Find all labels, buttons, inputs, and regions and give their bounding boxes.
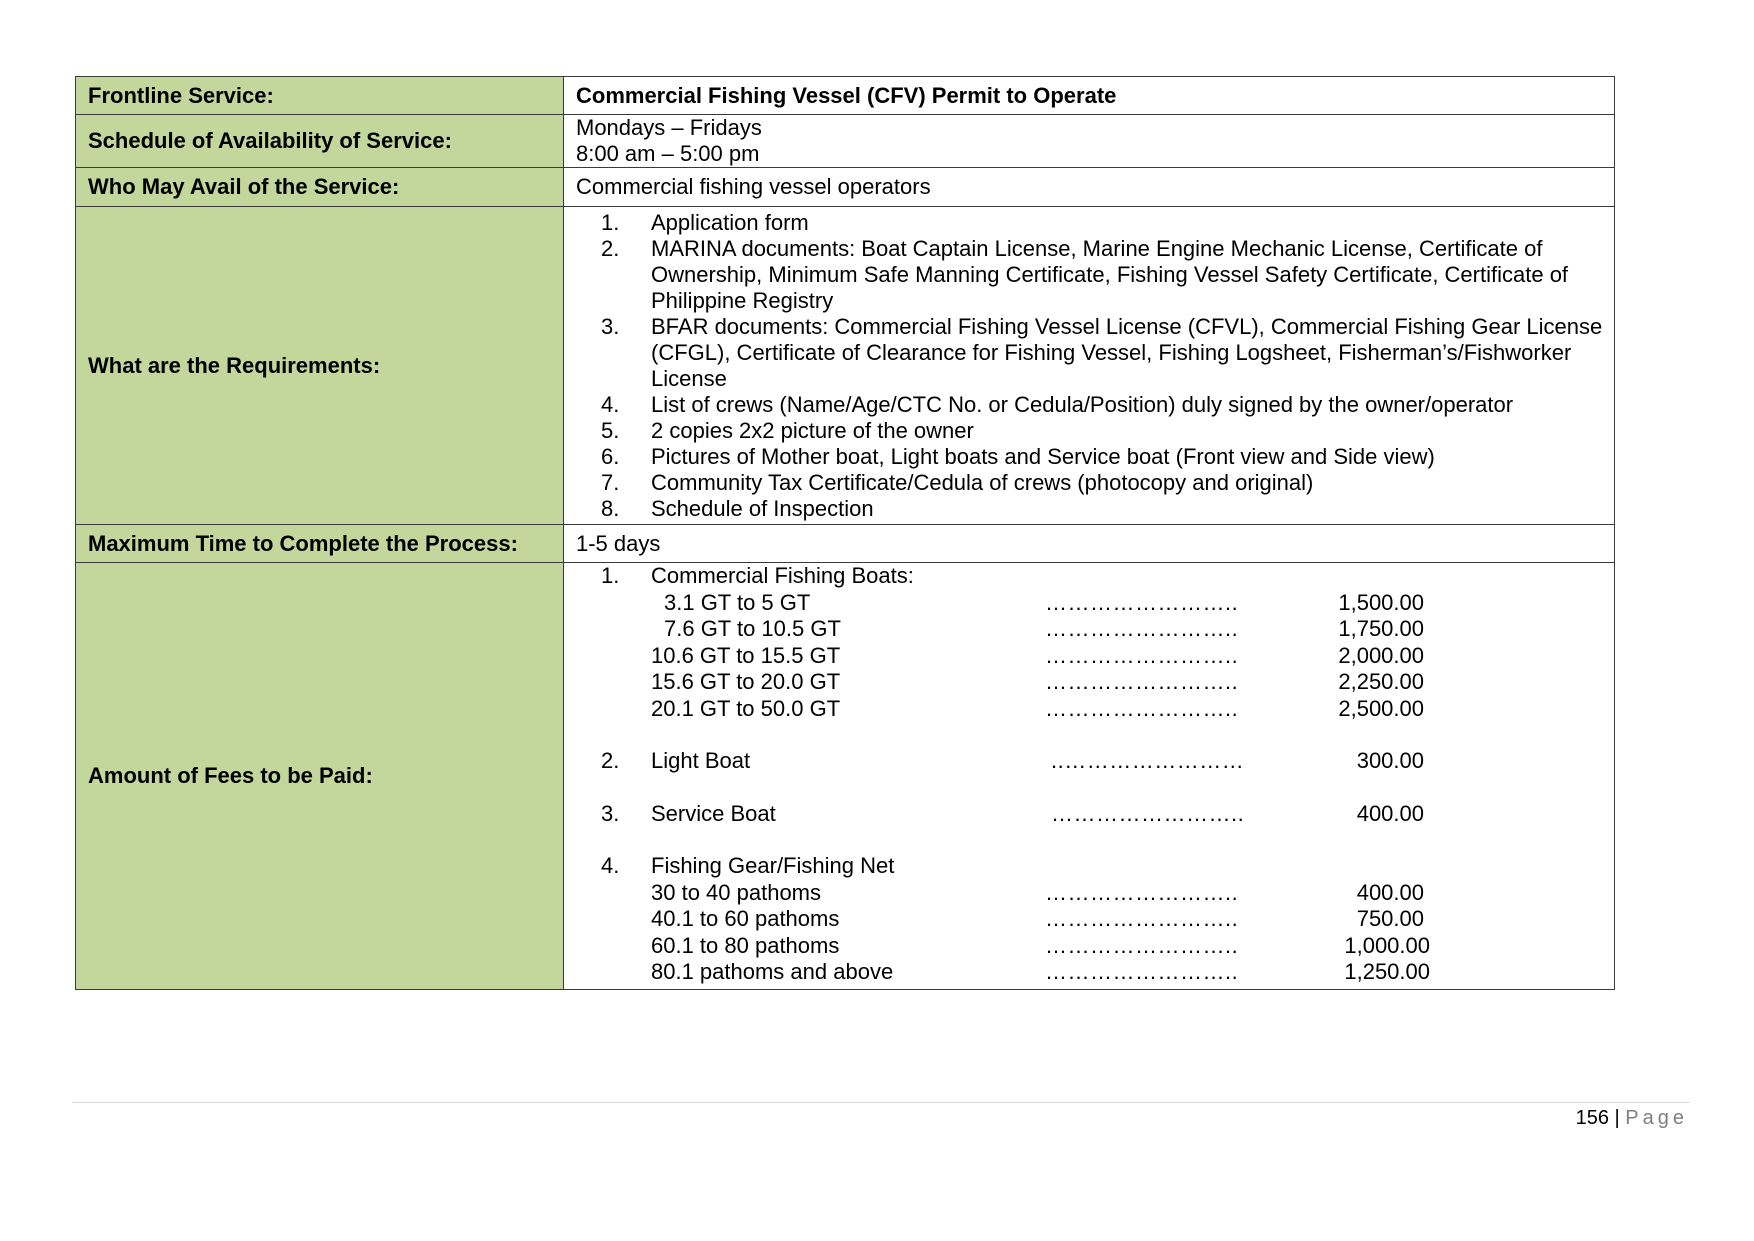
max-time-value: 1-5 days <box>564 525 1615 563</box>
fee-amount: 1,250.00 <box>1344 959 1430 984</box>
fee-group-heading <box>564 853 1614 880</box>
requirement-number: 2. <box>601 235 620 261</box>
fee-item <box>564 669 1614 696</box>
fee-group-heading <box>564 563 1614 590</box>
requirement-text: BFAR documents: Commercial Fishing Vessel License (CFVL), Commercial Fishing Gear License (CFGL), Certificate of Clearance for Fishing Vessel, Fishing Logsheet, Fisherman’s/Fishworker License <box>651 313 1603 391</box>
fees-value <box>564 563 1615 990</box>
spacer <box>564 722 1614 748</box>
fee-item <box>564 748 1614 775</box>
fee-title: Fishing Gear/Fishing Net <box>651 853 895 878</box>
fee-title: Service Boat <box>651 800 776 826</box>
fee-description: 60.1 to 80 pathoms <box>651 932 840 958</box>
requirement-item <box>564 210 1614 236</box>
fee-leader-dots: …………………….. <box>1045 959 1239 984</box>
fee-description: 3.1 GT to 5 GT <box>664 589 811 615</box>
requirement-text: MARINA documents: Boat Captain License, Marine Engine Mechanic License, Certificate of Ownership, Minimum Safe Manning Certificate, Fishing Vessel Safety Certificate, Certificate of Philippine Registry <box>651 235 1569 313</box>
fee-leader-dots: …………………….. <box>1045 932 1239 958</box>
spacer <box>564 775 1614 801</box>
who-label: Who May Avail of the Service: <box>76 168 564 207</box>
fee-leader-dots: …………………….. <box>1045 669 1239 694</box>
fee-description: 80.1 pathoms and above <box>651 959 894 984</box>
requirement-item <box>564 418 1614 444</box>
fee-amount: 1,000.00 <box>1344 932 1430 958</box>
requirements-list <box>564 210 1614 522</box>
fee-title: Light Boat <box>651 748 751 773</box>
fee-description: 15.6 GT to 20.0 GT <box>651 669 841 694</box>
fee-title: Commercial Fishing Boats: <box>651 563 914 588</box>
page-number: 156 <box>1575 1107 1609 1129</box>
schedule-row <box>76 115 1615 168</box>
fee-leader-dots: …………………….. <box>1045 879 1239 905</box>
fee-description: 40.1 to 60 pathoms <box>651 906 840 931</box>
requirement-number: 8. <box>601 495 620 521</box>
frontline-row <box>76 77 1615 115</box>
requirement-number: 6. <box>601 443 620 469</box>
page-word: Page <box>1625 1107 1688 1129</box>
fee-item <box>564 643 1614 670</box>
schedule-days: Mondays – Fridays <box>576 115 762 140</box>
page-separator: | <box>1614 1107 1620 1129</box>
schedule-value <box>564 115 1615 168</box>
requirement-item <box>564 470 1614 496</box>
fee-item <box>564 959 1614 986</box>
frontline-value: Commercial Fishing Vessel (CFV) Permit to Operate <box>564 77 1615 115</box>
schedule-hours: 8:00 am – 5:00 pm <box>576 141 760 166</box>
fee-description: 30 to 40 pathoms <box>651 879 822 905</box>
footer-divider <box>72 1102 1690 1103</box>
fee-description: 7.6 GT to 10.5 GT <box>664 616 841 641</box>
fee-amount: 1,750.00 <box>1338 616 1424 641</box>
fee-amount: 400.00 <box>1356 879 1424 905</box>
requirement-text: Schedule of Inspection <box>651 495 874 521</box>
fee-amount: 2,500.00 <box>1338 695 1424 721</box>
fees-schedule <box>564 563 1614 986</box>
fee-number: 3. <box>601 800 620 826</box>
requirement-text: 2 copies 2x2 picture of the owner <box>651 417 974 443</box>
max-time-label: Maximum Time to Complete the Process: <box>76 525 564 563</box>
max-time-row <box>76 525 1615 563</box>
requirement-text: List of crews (Name/Age/CTC No. or Cedula/Position) duly signed by the owner/operator <box>651 391 1514 417</box>
requirements-row <box>76 207 1615 525</box>
fee-amount: 2,000.00 <box>1338 642 1424 668</box>
requirement-item <box>564 314 1614 392</box>
fee-amount: 2,250.00 <box>1338 669 1424 694</box>
requirement-item <box>564 496 1614 522</box>
fee-number: 4. <box>601 853 620 878</box>
fee-item <box>564 880 1614 907</box>
requirement-item <box>564 392 1614 418</box>
fee-leader-dots: …………………….. <box>1045 642 1239 668</box>
fee-number: 1. <box>601 563 620 588</box>
fee-item <box>564 801 1614 828</box>
requirement-number: 7. <box>601 469 620 495</box>
who-row <box>76 168 1615 207</box>
fee-amount: 400.00 <box>1356 800 1424 826</box>
fee-amount: 750.00 <box>1356 906 1424 931</box>
fee-item <box>564 906 1614 933</box>
requirements-value <box>564 207 1615 525</box>
fee-item <box>564 933 1614 960</box>
fee-leader-dots: …………………….. <box>1045 695 1239 721</box>
fees-row <box>76 563 1615 990</box>
requirements-label: What are the Requirements: <box>76 207 564 525</box>
fees-label: Amount of Fees to be Paid: <box>76 563 564 990</box>
fee-leader-dots: …………………….. <box>1051 800 1245 826</box>
requirement-text: Application form <box>651 209 809 235</box>
fee-description: 10.6 GT to 15.5 GT <box>651 642 841 668</box>
requirement-number: 4. <box>601 391 620 417</box>
page-footer <box>1576 1107 1688 1130</box>
requirement-item <box>564 444 1614 470</box>
fee-item <box>564 696 1614 723</box>
fee-item <box>564 616 1614 643</box>
requirement-text: Community Tax Certificate/Cedula of crews (photocopy and original) <box>651 469 1314 495</box>
spacer <box>564 827 1614 853</box>
fee-description: 20.1 GT to 50.0 GT <box>651 695 841 721</box>
schedule-label: Schedule of Availability of Service: <box>76 115 564 168</box>
frontline-label: Frontline Service: <box>76 77 564 115</box>
fee-leader-dots: …………………….. <box>1045 906 1239 931</box>
requirement-number: 1. <box>601 209 620 235</box>
fee-leader-dots: ..…………………… <box>1051 748 1245 773</box>
who-value: Commercial fishing vessel operators <box>564 168 1615 207</box>
fee-number: 2. <box>601 748 620 773</box>
requirement-number: 5. <box>601 417 620 443</box>
requirement-item <box>564 236 1614 314</box>
fee-amount: 1,500.00 <box>1338 589 1424 615</box>
fee-amount: 300.00 <box>1356 748 1424 773</box>
requirement-text: Pictures of Mother boat, Light boats and Service boat (Front view and Side view) <box>651 443 1435 469</box>
fee-leader-dots: …………………….. <box>1045 616 1239 641</box>
fee-item <box>564 590 1614 617</box>
service-info-table <box>75 76 1615 990</box>
fee-leader-dots: …………………….. <box>1045 589 1239 615</box>
requirement-number: 3. <box>601 313 620 339</box>
